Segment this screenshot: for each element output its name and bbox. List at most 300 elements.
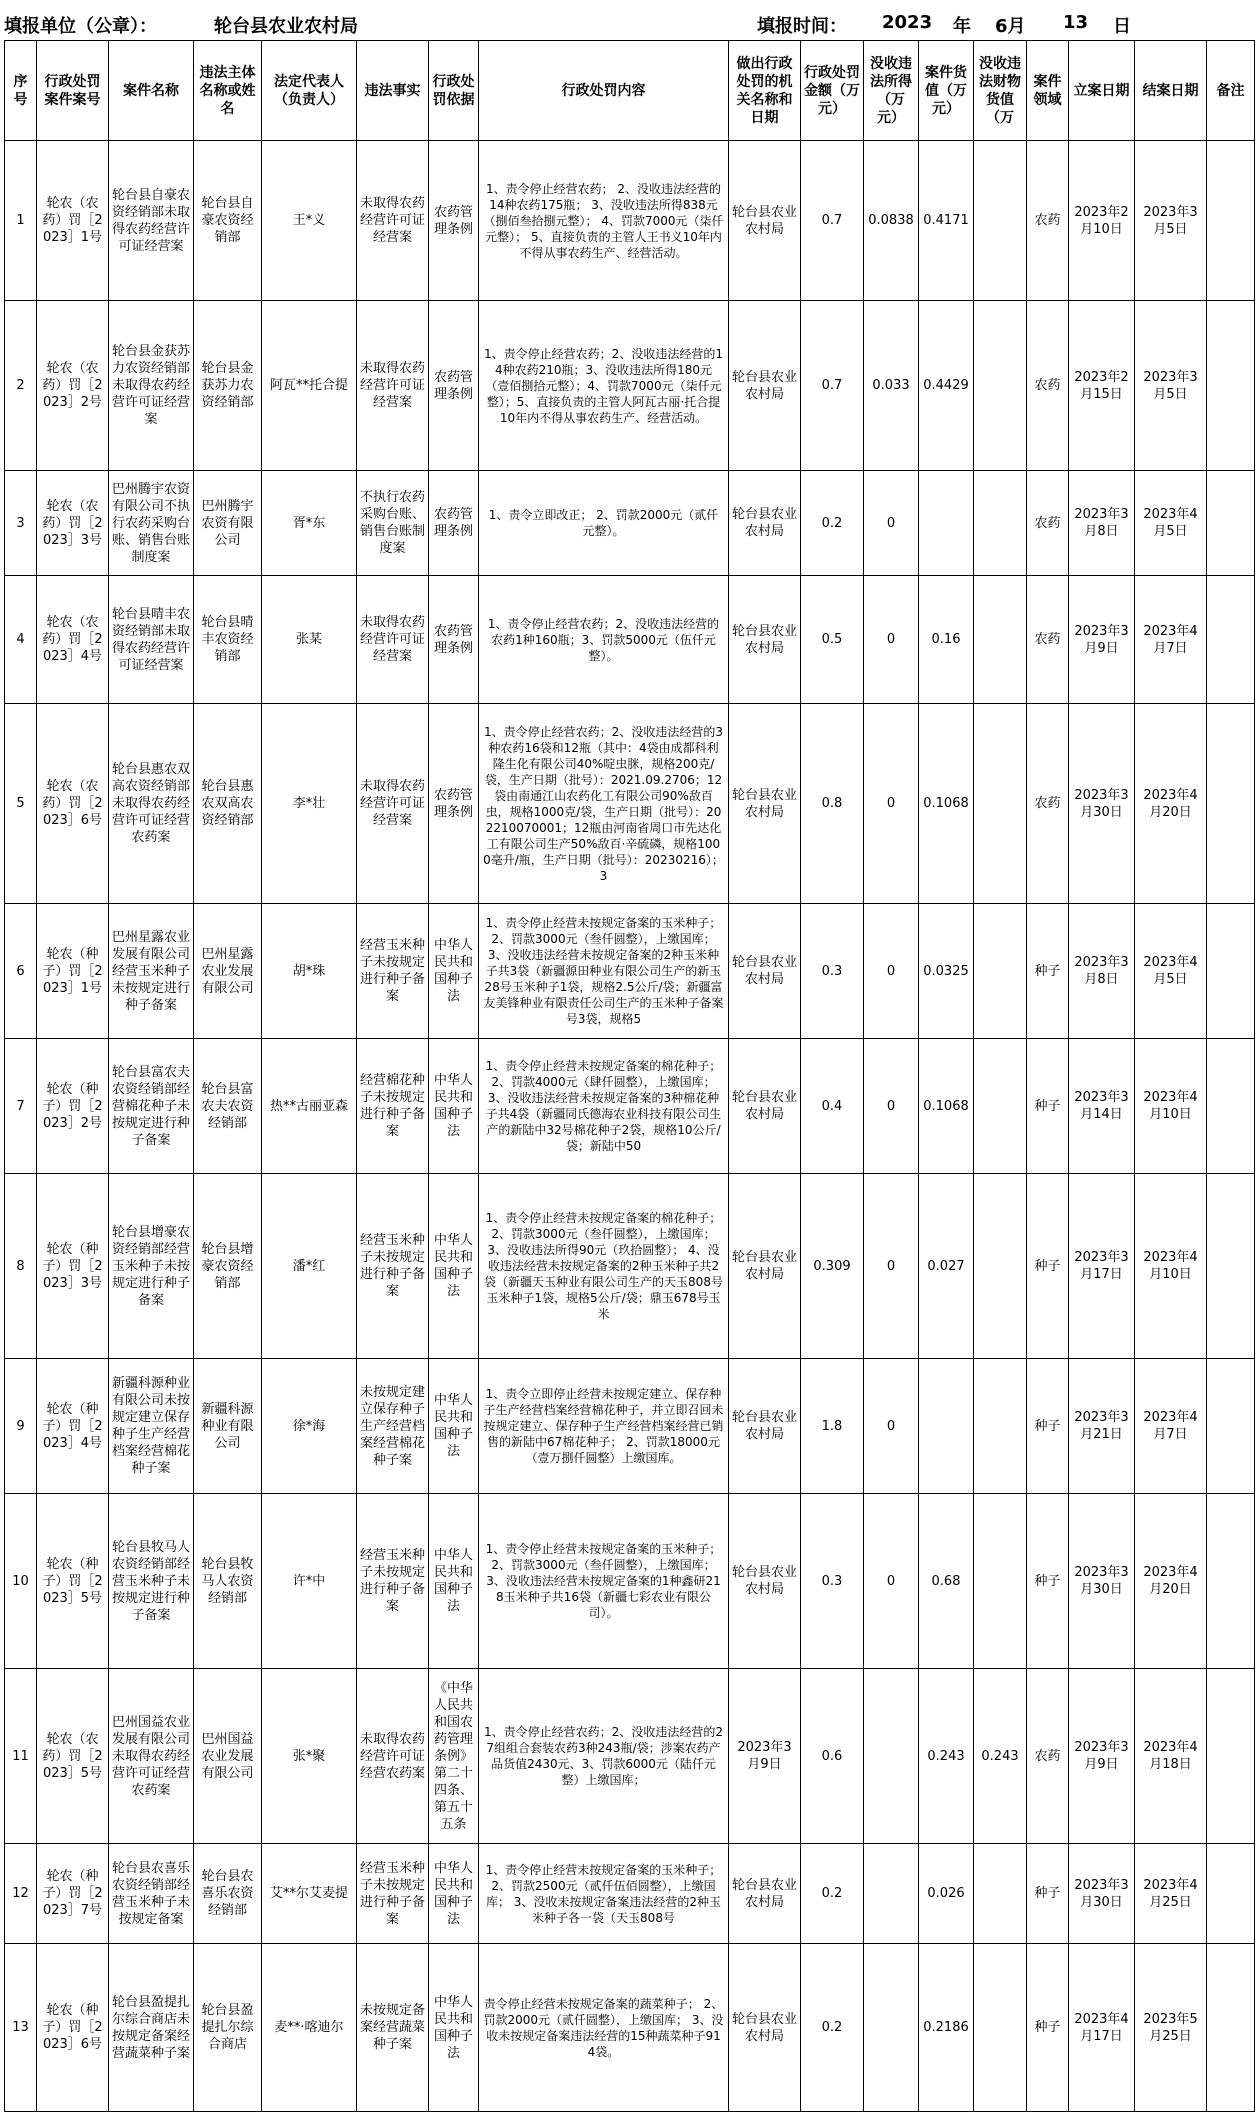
closing-date: 2023年4月18日 bbox=[1143, 1740, 1198, 1772]
legal-representative: 艾**尔艾麦提 bbox=[269, 1886, 348, 1901]
remark-cell bbox=[1207, 576, 1255, 704]
party-name: 轮台县农喜乐农资经销部 bbox=[201, 1869, 254, 1918]
confiscated-income: 0 bbox=[886, 1258, 896, 1274]
table-row bbox=[5, 1494, 1255, 1669]
party-name: 巴州腾宇农资有限公司 bbox=[201, 498, 254, 548]
violation-fact: 未按规定备案经营蔬菜种子案 bbox=[360, 2003, 425, 2052]
penalty-basis-cell bbox=[429, 1669, 479, 1844]
remark-cell bbox=[1207, 1669, 1255, 1844]
col-header: 行政处罚案件案号 bbox=[37, 41, 109, 141]
case-number-cell bbox=[37, 141, 109, 301]
closing-date: 2023年4月20日 bbox=[1143, 787, 1198, 820]
closing-date-cell bbox=[1135, 141, 1207, 301]
row-number: 11 bbox=[12, 1748, 29, 1764]
confiscated-property-value-cell bbox=[974, 1494, 1027, 1669]
party-name: 轮台县惠农双高农资经销部 bbox=[201, 779, 254, 828]
case-value: 0.1068 bbox=[923, 796, 969, 811]
case-field: 种子 bbox=[1034, 1573, 1061, 1589]
filing-date-cell bbox=[1069, 1669, 1135, 1844]
case-field: 农药 bbox=[1034, 213, 1061, 228]
row-number-cell bbox=[5, 704, 37, 904]
filing-date: 2023年4月17日 bbox=[1074, 2011, 1129, 2044]
case-field: 种子 bbox=[1034, 1418, 1061, 1434]
penalty-basis: 中华人民共和国种子法 bbox=[433, 1233, 473, 1299]
row-number-cell bbox=[5, 904, 37, 1039]
penalty-basis: 农药管理条例 bbox=[433, 507, 473, 539]
authority-name-cell bbox=[729, 576, 801, 704]
confiscated-income-cell bbox=[864, 141, 919, 301]
penalty-content-cell bbox=[479, 301, 729, 471]
legal-representative-cell bbox=[262, 1669, 357, 1844]
penalty-basis-cell bbox=[429, 141, 479, 301]
penalty-content-cell bbox=[479, 1844, 729, 1944]
confiscated-property-value-cell bbox=[974, 1844, 1027, 1944]
fine-amount: 0.7 bbox=[821, 378, 843, 393]
filing-date: 2023年3月9日 bbox=[1074, 1740, 1129, 1772]
table-row bbox=[5, 1944, 1255, 2112]
confiscated-income: 0 bbox=[886, 796, 896, 811]
fine-amount-cell bbox=[801, 471, 864, 576]
filing-date: 2023年3月17日 bbox=[1074, 1250, 1129, 1282]
filing-date-cell bbox=[1069, 1494, 1135, 1669]
penalty-content-cell bbox=[479, 704, 729, 904]
table-row bbox=[5, 904, 1255, 1039]
penalty-content-cell bbox=[479, 1039, 729, 1174]
party-name-cell bbox=[194, 576, 262, 704]
confiscated-property-value-cell bbox=[974, 1039, 1027, 1174]
closing-date: 2023年3月5日 bbox=[1143, 204, 1198, 237]
case-value-cell bbox=[919, 704, 974, 904]
authority-name: 轮台县农业农村局 bbox=[732, 2011, 797, 2044]
penalty-basis: 农药管理条例 bbox=[433, 623, 473, 656]
party-name: 轮台县自豪农资经销部 bbox=[201, 196, 254, 245]
legal-representative: 胥*东 bbox=[292, 515, 326, 531]
row-number: 7 bbox=[16, 1098, 25, 1114]
case-name-cell bbox=[109, 1039, 194, 1174]
remark-cell bbox=[1207, 1494, 1255, 1669]
violation-fact: 经营玉米种子未按规定进行种子备案 bbox=[360, 1860, 425, 1927]
row-number: 8 bbox=[16, 1258, 25, 1274]
closing-date-cell bbox=[1135, 904, 1207, 1039]
filing-date: 2023年3月9日 bbox=[1074, 623, 1129, 656]
violation-fact: 经营玉米种子未按规定进行种子备案 bbox=[360, 1233, 425, 1299]
authority-name-cell bbox=[729, 704, 801, 904]
legal-representative: 许*中 bbox=[292, 1573, 326, 1589]
penalty-content-cell bbox=[479, 576, 729, 704]
case-name-cell bbox=[109, 1944, 194, 2112]
closing-date-cell bbox=[1135, 1359, 1207, 1494]
case-name: 轮台县增豪农资经销部经营玉米种子未按规定进行种子备案 bbox=[112, 1224, 190, 1308]
closing-date: 2023年4月7日 bbox=[1143, 1410, 1198, 1442]
case-number-cell bbox=[37, 1039, 109, 1174]
col-header: 行政处罚金额（万元） bbox=[801, 41, 864, 141]
case-field-cell bbox=[1027, 1669, 1069, 1844]
case-value: 0.027 bbox=[927, 1258, 965, 1274]
penalty-basis-cell bbox=[429, 576, 479, 704]
violation-fact-cell bbox=[357, 1844, 429, 1944]
case-name-cell bbox=[109, 141, 194, 301]
fine-amount-cell bbox=[801, 704, 864, 904]
col-header: 做出行政处罚的机关名称和日期 bbox=[729, 41, 801, 141]
case-number-cell bbox=[37, 1174, 109, 1359]
case-name: 轮台县农喜乐农资经销部经营玉米种子未按规定备案 bbox=[112, 1860, 190, 1927]
case-value-cell bbox=[919, 576, 974, 704]
case-field-cell bbox=[1027, 704, 1069, 904]
filing-date-cell bbox=[1069, 576, 1135, 704]
penalty-basis: 中华人民共和国种子法 bbox=[433, 1994, 473, 2061]
case-number-cell bbox=[37, 1359, 109, 1494]
legal-representative-cell bbox=[262, 1844, 357, 1944]
confiscated-income-cell bbox=[864, 301, 919, 471]
closing-date-cell bbox=[1135, 1174, 1207, 1359]
case-name-cell bbox=[109, 904, 194, 1039]
case-number: 轮农（农药）罚［2023］2号 bbox=[42, 361, 103, 410]
confiscated-property-value: 0.243 bbox=[981, 1748, 1019, 1764]
closing-date-cell bbox=[1135, 471, 1207, 576]
case-number-cell bbox=[37, 301, 109, 471]
penalty-basis: 中华人民共和国种子法 bbox=[433, 1860, 473, 1927]
legal-representative: 张*聚 bbox=[292, 1748, 326, 1764]
confiscated-property-value-cell bbox=[974, 301, 1027, 471]
filing-date-cell bbox=[1069, 301, 1135, 471]
confiscated-property-value-cell bbox=[974, 471, 1027, 576]
case-name-cell bbox=[109, 1494, 194, 1669]
case-number-cell bbox=[37, 471, 109, 576]
penalty-basis-cell bbox=[429, 904, 479, 1039]
case-number: 轮农（种子）罚［2023］2号 bbox=[42, 1081, 103, 1131]
closing-date-cell bbox=[1135, 704, 1207, 904]
penalty-basis-cell bbox=[429, 301, 479, 471]
report-year-unit: 年 bbox=[953, 16, 971, 37]
col-header: 行政处罚依据 bbox=[429, 41, 479, 141]
confiscated-income: 0 bbox=[886, 1098, 896, 1114]
party-name-cell bbox=[194, 1669, 262, 1844]
confiscated-income: 0 bbox=[886, 515, 896, 531]
penalty-content: 1、责令停止经营农药； 2、没收违法经营的14种农药175瓶； 3、没收违法所得838元（捌佰叁拾捌元整）； 4、罚款7000元（柒仟元整）； 5、直接负责的主管人王书义10年内不得从事农药生产、经营活动。 bbox=[483, 181, 724, 260]
col-header: 违法主体名称或姓名 bbox=[194, 41, 262, 141]
violation-fact-cell bbox=[357, 1039, 429, 1174]
penalty-basis: 农药管理条例 bbox=[433, 369, 473, 402]
filing-date-cell bbox=[1069, 471, 1135, 576]
closing-date: 2023年3月5日 bbox=[1143, 369, 1198, 402]
penalty-content-cell bbox=[479, 1359, 729, 1494]
case-name: 轮台县牧马人农资经销部经营玉米种子未按规定进行种子备案 bbox=[112, 1539, 190, 1623]
party-name-cell bbox=[194, 704, 262, 904]
legal-representative-cell bbox=[262, 1494, 357, 1669]
case-field-cell bbox=[1027, 576, 1069, 704]
filing-date-cell bbox=[1069, 1944, 1135, 2112]
case-number-cell bbox=[37, 1669, 109, 1844]
case-name-cell bbox=[109, 1174, 194, 1359]
closing-date: 2023年4月10日 bbox=[1143, 1250, 1198, 1282]
confiscated-income: 0 bbox=[886, 632, 896, 647]
case-value-cell bbox=[919, 1944, 974, 2112]
row-number-cell bbox=[5, 1039, 37, 1174]
closing-date: 2023年4月10日 bbox=[1143, 1090, 1198, 1122]
remark-cell bbox=[1207, 904, 1255, 1039]
closing-date: 2023年5月25日 bbox=[1143, 2011, 1198, 2044]
filing-date-cell bbox=[1069, 141, 1135, 301]
case-field-cell bbox=[1027, 1844, 1069, 1944]
party-name: 轮台县金获苏力农资经销部 bbox=[201, 361, 254, 410]
row-number: 10 bbox=[12, 1573, 29, 1589]
case-number-cell bbox=[37, 1844, 109, 1944]
legal-representative-cell bbox=[262, 576, 357, 704]
closing-date-cell bbox=[1135, 1944, 1207, 2112]
row-number: 2 bbox=[16, 378, 25, 393]
fine-amount-cell bbox=[801, 1359, 864, 1494]
case-field-cell bbox=[1027, 141, 1069, 301]
violation-fact: 未按规定建立保存种子生产经营档案经营棉花种子案 bbox=[360, 1384, 425, 1468]
row-number-cell bbox=[5, 1669, 37, 1844]
case-field-cell bbox=[1027, 1359, 1069, 1494]
unit-name: 轮台县农业农村局 bbox=[214, 16, 358, 37]
confiscated-property-value-cell bbox=[974, 1359, 1027, 1494]
row-number: 13 bbox=[12, 2020, 29, 2035]
violation-fact: 未取得农药经营许可证经营案 bbox=[360, 361, 425, 410]
confiscated-income: 0 bbox=[886, 1573, 896, 1589]
party-name-cell bbox=[194, 1174, 262, 1359]
case-value: 0.68 bbox=[931, 1573, 961, 1589]
legal-representative: 王*义 bbox=[292, 213, 326, 228]
report-header bbox=[0, 10, 1257, 40]
penalty-table bbox=[4, 40, 1255, 2112]
case-field-cell bbox=[1027, 301, 1069, 471]
case-number: 轮农（农药）罚［2023］1号 bbox=[42, 196, 103, 245]
fine-amount-cell bbox=[801, 141, 864, 301]
remark-cell bbox=[1207, 1174, 1255, 1359]
legal-representative-cell bbox=[262, 1174, 357, 1359]
case-name: 轮台县自豪农资经销部未取得农药经营许可证经营案 bbox=[112, 187, 190, 254]
case-field: 种子 bbox=[1034, 963, 1061, 979]
penalty-content: 1、责令立即停止经营未按规定建立、保存种子生产经营档案经营棉花种子，并立即召回未按规定建立、保存种子生产经营档案经营已销售的新陆中67棉花种子； 2、罚款18000元（壹万捌仟圆整）上缴国库。 bbox=[483, 1387, 724, 1465]
legal-representative: 胡*珠 bbox=[292, 963, 326, 979]
penalty-content-cell bbox=[479, 1669, 729, 1844]
case-field: 农药 bbox=[1034, 1748, 1061, 1764]
closing-date: 2023年4月5日 bbox=[1143, 507, 1198, 539]
case-number-cell bbox=[37, 576, 109, 704]
confiscated-income-cell bbox=[864, 471, 919, 576]
case-value: 0.2186 bbox=[923, 2020, 969, 2035]
penalty-content: 1、责令停止经营农药；2、没收违法经营的27组组合套装农药3种243瓶/袋；涉案农药产品货值2430元、3、罚款6000元（陆仟元整）上缴国库； bbox=[484, 1725, 723, 1787]
authority-name: 轮台县农业农村局 bbox=[732, 1090, 797, 1122]
case-field-cell bbox=[1027, 904, 1069, 1039]
case-name: 轮台县富农夫农资经销部经营棉花种子未按规定进行种子备案 bbox=[112, 1064, 190, 1148]
party-name: 轮台县牧马人农资经销部 bbox=[201, 1556, 254, 1606]
case-name: 轮台县盈提扎尔综合商店未按规定备案经营蔬菜种子案 bbox=[112, 1994, 190, 2061]
remark-cell bbox=[1207, 1359, 1255, 1494]
row-number-cell bbox=[5, 1359, 37, 1494]
filing-date-cell bbox=[1069, 904, 1135, 1039]
remark-cell bbox=[1207, 704, 1255, 904]
case-value-cell bbox=[919, 301, 974, 471]
penalty-content-cell bbox=[479, 904, 729, 1039]
fine-amount: 0.3 bbox=[821, 963, 843, 979]
violation-fact: 经营棉花种子未按规定进行种子备案 bbox=[360, 1073, 425, 1139]
penalty-content: 1、责令停止经营未按规定备案的棉花种子； 2、罚款4000元（肆仟圆整），上缴国库； 3、没收违法经营未按规定备案的3种棉花种子共4袋（新疆同氏德海农业科技有限公司生产的新陆中32号棉花种子2袋，规格10公斤/袋；新陆中50 bbox=[485, 1059, 722, 1153]
penalty-basis-cell bbox=[429, 1039, 479, 1174]
violation-fact-cell bbox=[357, 471, 429, 576]
fine-amount: 0.2 bbox=[821, 1886, 843, 1901]
table-header-row bbox=[5, 41, 1255, 141]
violation-fact-cell bbox=[357, 1359, 429, 1494]
report-day: 13 bbox=[1063, 12, 1089, 33]
violation-fact-cell bbox=[357, 1494, 429, 1669]
confiscated-property-value-cell bbox=[974, 704, 1027, 904]
closing-date-cell bbox=[1135, 1494, 1207, 1669]
table-row bbox=[5, 471, 1255, 576]
party-name-cell bbox=[194, 301, 262, 471]
party-name: 轮台县盈提扎尔综合商店 bbox=[201, 2003, 254, 2052]
fine-amount: 0.3 bbox=[821, 1573, 843, 1589]
filing-date-cell bbox=[1069, 1844, 1135, 1944]
confiscated-income-cell bbox=[864, 1494, 919, 1669]
authority-name: 轮台县农业农村局 bbox=[732, 1565, 797, 1597]
case-field-cell bbox=[1027, 1944, 1069, 2112]
authority-name: 轮台县农业农村局 bbox=[732, 1250, 797, 1282]
party-name: 巴州星露农业发展有限公司 bbox=[201, 946, 254, 996]
row-number-cell bbox=[5, 1944, 37, 2112]
confiscated-property-value-cell bbox=[974, 1174, 1027, 1359]
case-number-cell bbox=[37, 704, 109, 904]
case-value-cell bbox=[919, 141, 974, 301]
filing-date-cell bbox=[1069, 1174, 1135, 1359]
confiscated-income: 0 bbox=[886, 963, 896, 979]
penalty-content-cell bbox=[479, 471, 729, 576]
col-header: 结案日期 bbox=[1135, 41, 1207, 141]
case-field: 农药 bbox=[1034, 515, 1061, 531]
violation-fact-cell bbox=[357, 301, 429, 471]
case-number: 轮农（种子）罚［2023］6号 bbox=[42, 2003, 103, 2052]
party-name-cell bbox=[194, 1039, 262, 1174]
violation-fact: 未取得农药经营许可证经营案 bbox=[360, 615, 425, 664]
penalty-basis: 《中华人民共和国农药管理条例》第二十四条、第五十五条 bbox=[433, 1680, 473, 1832]
authority-name: 轮台县农业农村局 bbox=[732, 1410, 797, 1442]
penalty-basis-cell bbox=[429, 471, 479, 576]
party-name: 轮台县富农夫农资经销部 bbox=[201, 1081, 254, 1131]
closing-date-cell bbox=[1135, 301, 1207, 471]
legal-representative-cell bbox=[262, 141, 357, 301]
fine-amount-cell bbox=[801, 1944, 864, 2112]
authority-name-cell bbox=[729, 141, 801, 301]
fine-amount: 0.8 bbox=[821, 796, 843, 811]
fine-amount-cell bbox=[801, 904, 864, 1039]
case-name: 巴州国益农业发展有限公司未取得农药经营许可证经营农药案 bbox=[112, 1714, 190, 1798]
confiscated-income-cell bbox=[864, 576, 919, 704]
penalty-basis-cell bbox=[429, 704, 479, 904]
filing-date-cell bbox=[1069, 704, 1135, 904]
closing-date-cell bbox=[1135, 576, 1207, 704]
party-name: 新疆科源种业有限公司 bbox=[201, 1401, 254, 1451]
fine-amount-cell bbox=[801, 1039, 864, 1174]
legal-representative: 热**古丽亚森 bbox=[269, 1098, 348, 1114]
confiscated-property-value-cell bbox=[974, 904, 1027, 1039]
authority-name-cell bbox=[729, 904, 801, 1039]
penalty-basis: 中华人民共和国种子法 bbox=[433, 1548, 473, 1614]
table-row bbox=[5, 301, 1255, 471]
table-row bbox=[5, 1669, 1255, 1844]
closing-date-cell bbox=[1135, 1669, 1207, 1844]
case-name-cell bbox=[109, 471, 194, 576]
party-name-cell bbox=[194, 1944, 262, 2112]
case-field-cell bbox=[1027, 1494, 1069, 1669]
col-header: 序号 bbox=[5, 41, 37, 141]
legal-representative-cell bbox=[262, 1944, 357, 2112]
row-number: 9 bbox=[16, 1418, 25, 1434]
filing-date: 2023年2月15日 bbox=[1074, 369, 1129, 402]
violation-fact: 未取得农药经营许可证经营农药案 bbox=[360, 1731, 425, 1781]
case-name: 轮台县惠农双高农资经销部未取得农药经营许可证经营农药案 bbox=[112, 762, 190, 845]
case-field-cell bbox=[1027, 1174, 1069, 1359]
legal-representative: 麦**·喀迪尔 bbox=[274, 2020, 344, 2035]
row-number-cell bbox=[5, 1844, 37, 1944]
penalty-content: 1、责令停止经营未按规定备案的玉米种子； 2、罚款3000元（叁仟圆整），上缴国库； 3、没收违法经营未按规定备案的1种鑫研218玉米种子共16袋（新疆七彩农业有限公司）。 bbox=[485, 1542, 722, 1620]
case-name-cell bbox=[109, 301, 194, 471]
filing-date: 2023年3月30日 bbox=[1074, 1877, 1129, 1910]
authority-name-cell bbox=[729, 1494, 801, 1669]
penalty-basis: 中华人民共和国种子法 bbox=[433, 1073, 473, 1139]
filing-date: 2023年3月21日 bbox=[1074, 1410, 1129, 1442]
row-number-cell bbox=[5, 301, 37, 471]
case-field: 种子 bbox=[1034, 1886, 1061, 1901]
closing-date: 2023年4月7日 bbox=[1143, 623, 1198, 656]
case-value-cell bbox=[919, 1669, 974, 1844]
case-name-cell bbox=[109, 576, 194, 704]
report-year: 2023 bbox=[882, 12, 933, 33]
case-value: 0.16 bbox=[931, 632, 961, 647]
penalty-basis: 中华人民共和国种子法 bbox=[433, 1393, 473, 1459]
case-value-cell bbox=[919, 1359, 974, 1494]
authority-name: 轮台县农业农村局 bbox=[732, 204, 797, 237]
case-number-cell bbox=[37, 1944, 109, 2112]
confiscated-income-cell bbox=[864, 904, 919, 1039]
case-number: 轮农（种子）罚［2023］7号 bbox=[42, 1869, 103, 1918]
party-name-cell bbox=[194, 471, 262, 576]
authority-name: 轮台县农业农村局 bbox=[732, 1877, 797, 1910]
table-row bbox=[5, 1174, 1255, 1359]
case-value-cell bbox=[919, 1039, 974, 1174]
penalty-content: 1、责令停止经营未按规定备案的玉米种子；2、罚款3000元（叁仟圆整），上缴国库；3、没收违法经营未按规定备案的2种玉米种子共3袋（新疆源田种业有限公司生产的新玉28号玉米种子1袋，规格2.5公斤/袋；新疆富友美锋种业有限责任公司生产的玉米种子备案号3袋，规格5 bbox=[483, 916, 724, 1026]
case-name-cell bbox=[109, 1359, 194, 1494]
legal-representative: 潘*红 bbox=[292, 1258, 326, 1274]
col-header: 立案日期 bbox=[1069, 41, 1135, 141]
penalty-content-cell bbox=[479, 141, 729, 301]
violation-fact-cell bbox=[357, 1944, 429, 2112]
fine-amount: 0.309 bbox=[813, 1258, 851, 1274]
table-row bbox=[5, 576, 1255, 704]
case-number: 轮农（种子）罚［2023］5号 bbox=[42, 1556, 103, 1606]
table-row bbox=[5, 1359, 1255, 1494]
filing-date: 2023年3月8日 bbox=[1074, 955, 1129, 987]
legal-representative: 徐*海 bbox=[292, 1418, 326, 1434]
table-row bbox=[5, 1039, 1255, 1174]
confiscated-property-value-cell bbox=[974, 1944, 1027, 2112]
row-number: 3 bbox=[16, 515, 25, 531]
fine-amount: 0.4 bbox=[821, 1098, 843, 1114]
violation-fact-cell bbox=[357, 704, 429, 904]
penalty-basis-cell bbox=[429, 1494, 479, 1669]
filing-date-cell bbox=[1069, 1039, 1135, 1174]
col-header: 案件领域 bbox=[1027, 41, 1069, 141]
case-field-cell bbox=[1027, 1039, 1069, 1174]
authority-name-cell bbox=[729, 1359, 801, 1494]
case-number: 轮农（种子）罚［2023］1号 bbox=[42, 946, 103, 996]
table-row bbox=[5, 141, 1255, 301]
authority-name: 轮台县农业农村局 bbox=[732, 787, 797, 820]
party-name-cell bbox=[194, 1359, 262, 1494]
party-name-cell bbox=[194, 904, 262, 1039]
penalty-basis-cell bbox=[429, 1174, 479, 1359]
